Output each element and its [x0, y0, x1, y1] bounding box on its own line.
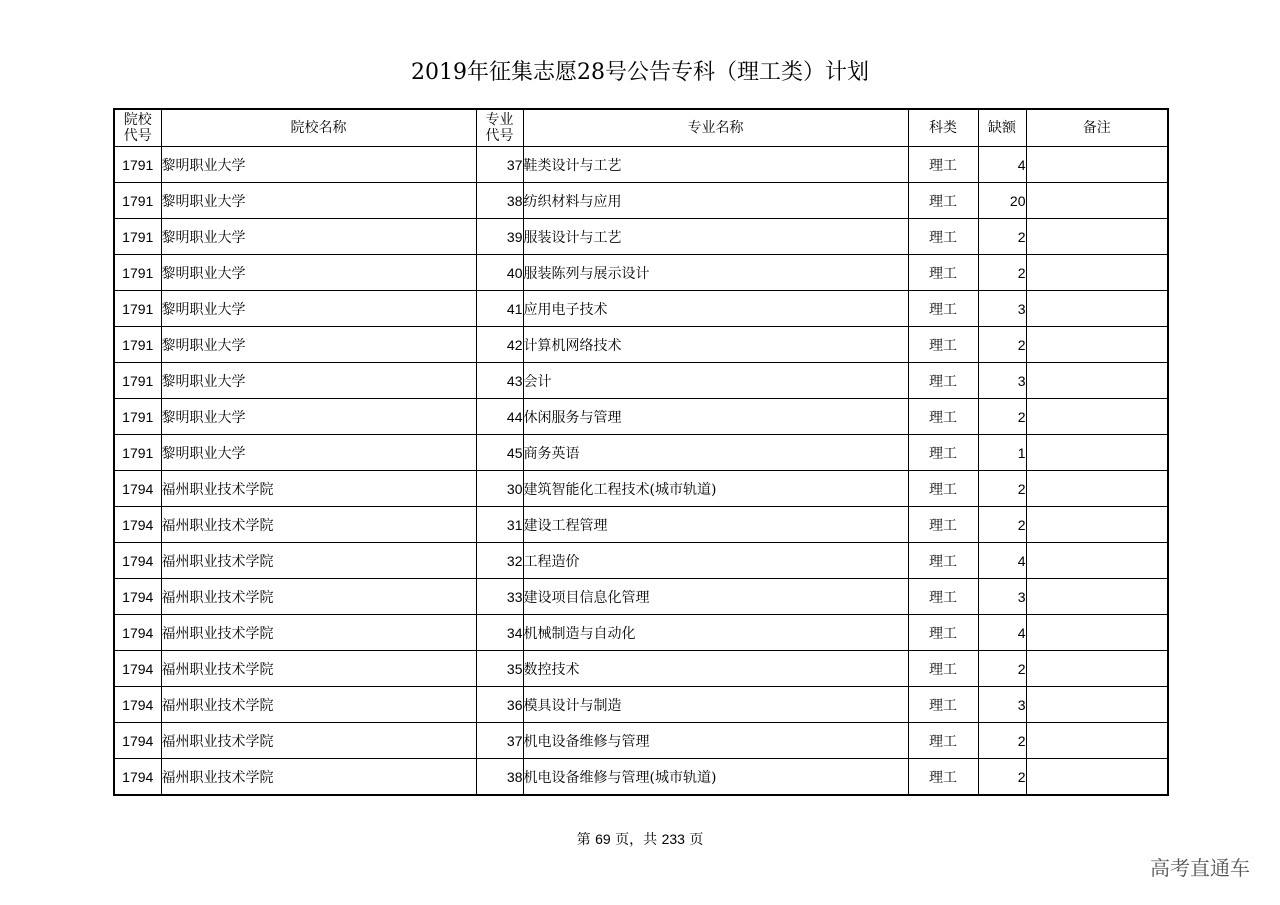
cell-remarks — [1026, 327, 1168, 363]
cell-remarks — [1026, 147, 1168, 183]
cell-category: 理工 — [908, 435, 978, 471]
cell-vacancies: 2 — [978, 471, 1026, 507]
table-row — [114, 291, 1168, 327]
cell-major-name: 工程造价 — [523, 543, 908, 579]
page-footer — [0, 829, 1280, 849]
cell-major-name: 休闲服务与管理 — [523, 399, 908, 435]
cell-school-code: 1794 — [114, 507, 161, 543]
cell-school-name: 福州职业技术学院 — [161, 615, 476, 651]
table-row — [114, 183, 1168, 219]
cell-remarks — [1026, 219, 1168, 255]
cell-major-code: 34 — [476, 615, 523, 651]
table-row — [114, 147, 1168, 183]
cell-major-code: 37 — [476, 147, 523, 183]
footer-total-pages: 233 — [661, 831, 685, 847]
cell-school-code: 1791 — [114, 183, 161, 219]
cell-major-name: 鞋类设计与工艺 — [523, 147, 908, 183]
cell-school-code: 1794 — [114, 651, 161, 687]
cell-school-name: 福州职业技术学院 — [161, 507, 476, 543]
cell-category: 理工 — [908, 615, 978, 651]
cell-school-name: 黎明职业大学 — [161, 363, 476, 399]
cell-remarks — [1026, 363, 1168, 399]
cell-category: 理工 — [908, 543, 978, 579]
footer-prefix: 第 — [576, 832, 591, 848]
cell-school-name: 黎明职业大学 — [161, 147, 476, 183]
cell-school-name: 黎明职业大学 — [161, 435, 476, 471]
table-row — [114, 507, 1168, 543]
cell-major-name: 应用电子技术 — [523, 291, 908, 327]
cell-major-code: 39 — [476, 219, 523, 255]
cell-school-code: 1791 — [114, 255, 161, 291]
cell-school-name: 福州职业技术学院 — [161, 471, 476, 507]
cell-remarks — [1026, 651, 1168, 687]
cell-category: 理工 — [908, 255, 978, 291]
header-remarks: 备注 — [1026, 109, 1168, 147]
cell-school-code: 1794 — [114, 615, 161, 651]
table-row — [114, 399, 1168, 435]
table-row — [114, 363, 1168, 399]
table-row — [114, 471, 1168, 507]
cell-vacancies: 3 — [978, 687, 1026, 723]
cell-major-name: 建设工程管理 — [523, 507, 908, 543]
table-header-row — [114, 109, 1168, 147]
cell-vacancies: 2 — [978, 759, 1026, 796]
cell-category: 理工 — [908, 507, 978, 543]
cell-school-code: 1791 — [114, 363, 161, 399]
footer-suffix: 页 — [689, 832, 704, 848]
cell-major-name: 建筑智能化工程技术(城市轨道) — [523, 471, 908, 507]
cell-major-code: 31 — [476, 507, 523, 543]
cell-major-name: 服装设计与工艺 — [523, 219, 908, 255]
cell-category: 理工 — [908, 723, 978, 759]
cell-vacancies: 20 — [978, 183, 1026, 219]
cell-category: 理工 — [908, 291, 978, 327]
cell-category: 理工 — [908, 327, 978, 363]
cell-category: 理工 — [908, 471, 978, 507]
cell-major-code: 41 — [476, 291, 523, 327]
table-row — [114, 435, 1168, 471]
cell-vacancies: 2 — [978, 327, 1026, 363]
cell-vacancies: 4 — [978, 615, 1026, 651]
cell-vacancies: 2 — [978, 219, 1026, 255]
table-row — [114, 723, 1168, 759]
cell-category: 理工 — [908, 147, 978, 183]
cell-major-code: 43 — [476, 363, 523, 399]
cell-school-code: 1791 — [114, 147, 161, 183]
cell-school-code: 1794 — [114, 579, 161, 615]
cell-school-name: 福州职业技术学院 — [161, 579, 476, 615]
header-school-name: 院校名称 — [161, 109, 476, 147]
cell-school-name: 福州职业技术学院 — [161, 651, 476, 687]
table-row — [114, 615, 1168, 651]
cell-school-code: 1791 — [114, 435, 161, 471]
cell-school-code: 1791 — [114, 291, 161, 327]
cell-major-code: 30 — [476, 471, 523, 507]
cell-major-code: 35 — [476, 651, 523, 687]
cell-school-name: 黎明职业大学 — [161, 399, 476, 435]
cell-vacancies: 3 — [978, 579, 1026, 615]
footer-page-number: 69 — [595, 831, 611, 847]
plan-table — [113, 108, 1169, 796]
cell-category: 理工 — [908, 651, 978, 687]
cell-school-code: 1794 — [114, 471, 161, 507]
cell-major-code: 40 — [476, 255, 523, 291]
cell-category: 理工 — [908, 219, 978, 255]
cell-remarks — [1026, 435, 1168, 471]
cell-major-name: 纺织材料与应用 — [523, 183, 908, 219]
table-row — [114, 579, 1168, 615]
cell-school-name: 黎明职业大学 — [161, 183, 476, 219]
cell-school-code: 1791 — [114, 399, 161, 435]
cell-school-code: 1794 — [114, 759, 161, 796]
cell-major-code: 45 — [476, 435, 523, 471]
table-row — [114, 687, 1168, 723]
cell-remarks — [1026, 183, 1168, 219]
footer-middle: 页，共 — [615, 832, 658, 848]
cell-major-name: 商务英语 — [523, 435, 908, 471]
cell-major-code: 36 — [476, 687, 523, 723]
cell-major-code: 38 — [476, 759, 523, 796]
cell-school-code: 1794 — [114, 687, 161, 723]
cell-remarks — [1026, 579, 1168, 615]
cell-category: 理工 — [908, 579, 978, 615]
cell-major-name: 模具设计与制造 — [523, 687, 908, 723]
cell-major-name: 机电设备维修与管理(城市轨道) — [523, 759, 908, 796]
cell-remarks — [1026, 399, 1168, 435]
cell-vacancies: 3 — [978, 363, 1026, 399]
cell-major-code: 32 — [476, 543, 523, 579]
table-row — [114, 543, 1168, 579]
cell-vacancies: 2 — [978, 651, 1026, 687]
cell-remarks — [1026, 543, 1168, 579]
cell-remarks — [1026, 471, 1168, 507]
cell-category: 理工 — [908, 759, 978, 796]
cell-school-name: 福州职业技术学院 — [161, 687, 476, 723]
cell-school-code: 1791 — [114, 219, 161, 255]
cell-school-name: 福州职业技术学院 — [161, 759, 476, 796]
cell-vacancies: 2 — [978, 507, 1026, 543]
cell-remarks — [1026, 507, 1168, 543]
cell-major-name: 计算机网络技术 — [523, 327, 908, 363]
cell-major-name: 服装陈列与展示设计 — [523, 255, 908, 291]
cell-major-name: 会计 — [523, 363, 908, 399]
cell-major-code: 42 — [476, 327, 523, 363]
table-row — [114, 219, 1168, 255]
cell-vacancies: 4 — [978, 543, 1026, 579]
cell-category: 理工 — [908, 183, 978, 219]
cell-major-name: 机械制造与自动化 — [523, 615, 908, 651]
cell-school-name: 福州职业技术学院 — [161, 723, 476, 759]
cell-school-code: 1794 — [114, 723, 161, 759]
header-vacancies: 缺额 — [978, 109, 1026, 147]
cell-major-code: 38 — [476, 183, 523, 219]
cell-category: 理工 — [908, 399, 978, 435]
table-row — [114, 759, 1168, 796]
watermark-text: 高考直通车 — [1150, 856, 1250, 880]
cell-major-name: 建设项目信息化管理 — [523, 579, 908, 615]
cell-school-code: 1794 — [114, 543, 161, 579]
header-category: 科类 — [908, 109, 978, 147]
cell-school-name: 黎明职业大学 — [161, 219, 476, 255]
cell-major-name: 机电设备维修与管理 — [523, 723, 908, 759]
cell-school-name: 福州职业技术学院 — [161, 543, 476, 579]
cell-school-name: 黎明职业大学 — [161, 327, 476, 363]
table-row — [114, 651, 1168, 687]
cell-major-code: 37 — [476, 723, 523, 759]
table-row — [114, 327, 1168, 363]
cell-remarks — [1026, 291, 1168, 327]
cell-vacancies: 2 — [978, 255, 1026, 291]
cell-vacancies: 2 — [978, 399, 1026, 435]
header-school-code: 院校 代号 — [114, 109, 161, 147]
table-body — [114, 147, 1168, 796]
cell-vacancies: 4 — [978, 147, 1026, 183]
cell-remarks — [1026, 759, 1168, 796]
header-major-code: 专业 代号 — [476, 109, 523, 147]
cell-school-name: 黎明职业大学 — [161, 255, 476, 291]
cell-school-name: 黎明职业大学 — [161, 291, 476, 327]
cell-school-code: 1791 — [114, 327, 161, 363]
cell-major-code: 33 — [476, 579, 523, 615]
cell-remarks — [1026, 687, 1168, 723]
cell-major-code: 44 — [476, 399, 523, 435]
cell-category: 理工 — [908, 363, 978, 399]
cell-category: 理工 — [908, 687, 978, 723]
cell-remarks — [1026, 255, 1168, 291]
header-major-name: 专业名称 — [523, 109, 908, 147]
cell-vacancies: 2 — [978, 723, 1026, 759]
cell-major-name: 数控技术 — [523, 651, 908, 687]
table-row — [114, 255, 1168, 291]
cell-vacancies: 3 — [978, 291, 1026, 327]
cell-vacancies: 1 — [978, 435, 1026, 471]
cell-remarks — [1026, 723, 1168, 759]
page-title: 2019年征集志愿28号公告专科（理工类）计划 — [411, 60, 869, 85]
cell-remarks — [1026, 615, 1168, 651]
